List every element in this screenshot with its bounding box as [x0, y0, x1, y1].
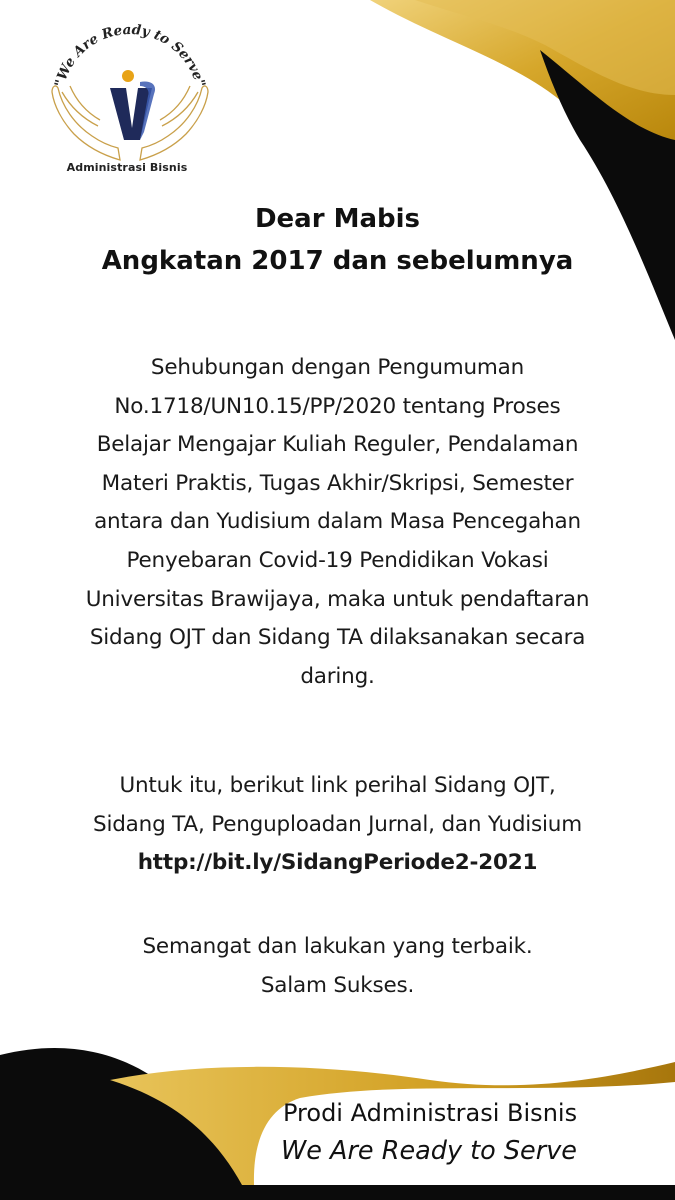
text-line: Salam Sukses.	[260, 972, 415, 998]
greeting-line: Dear Mabis	[254, 204, 421, 234]
link-paragraph	[20, 767, 655, 883]
audience-line: Angkatan 2017 dan sebelumnya	[101, 246, 574, 276]
bottom-black-edge	[0, 1185, 675, 1200]
logo-motto-arc: "We Are Ready to Serve"	[51, 21, 209, 89]
program-tagline: We Are Ready to Serve	[281, 1136, 577, 1166]
text-line: Untuk itu, berikut link perihal Sidang OJT,	[119, 773, 556, 798]
text-line: Materi Praktis, Tugas Akhir/Skripsi, Semester	[101, 470, 574, 496]
text-line: Penyebaran Covid-19 Pendidikan Vokasi	[126, 547, 549, 573]
registration-link[interactable]: http://bit.ly/SidangPeriode2-2021	[137, 850, 538, 876]
greeting-heading	[0, 198, 675, 282]
closing-paragraph	[20, 928, 655, 1005]
logo-dot-icon	[122, 70, 134, 82]
text-line: Semangat dan lakukan yang terbaik.	[142, 934, 533, 959]
announcement-paragraph	[20, 349, 655, 696]
text-line: Sidang TA, Penguploadan Jurnal, dan Yudisium	[93, 811, 582, 837]
text-line: Sidang OJT dan Sidang TA dilaksanakan secara	[89, 625, 586, 651]
left-hand-icon	[52, 86, 120, 160]
logo-caption: Administrasi Bisnis	[66, 161, 188, 174]
text-line: No.1718/UN10.15/PP/2020 tentang Proses	[114, 393, 561, 419]
text-line: Universitas Brawijaya, maka untuk pendaftaran	[85, 586, 590, 612]
program-name: Prodi Administrasi Bisnis	[283, 1099, 578, 1127]
text-line: Belajar Mengajar Kuliah Reguler, Pendalaman	[96, 432, 579, 458]
text-line: antara dan Yudisium dalam Masa Pencegahan	[94, 509, 581, 535]
text-line: daring.	[300, 663, 375, 689]
footer-signature	[255, 1094, 675, 1170]
text-line: Sehubungan dengan Pengumuman	[150, 355, 525, 380]
